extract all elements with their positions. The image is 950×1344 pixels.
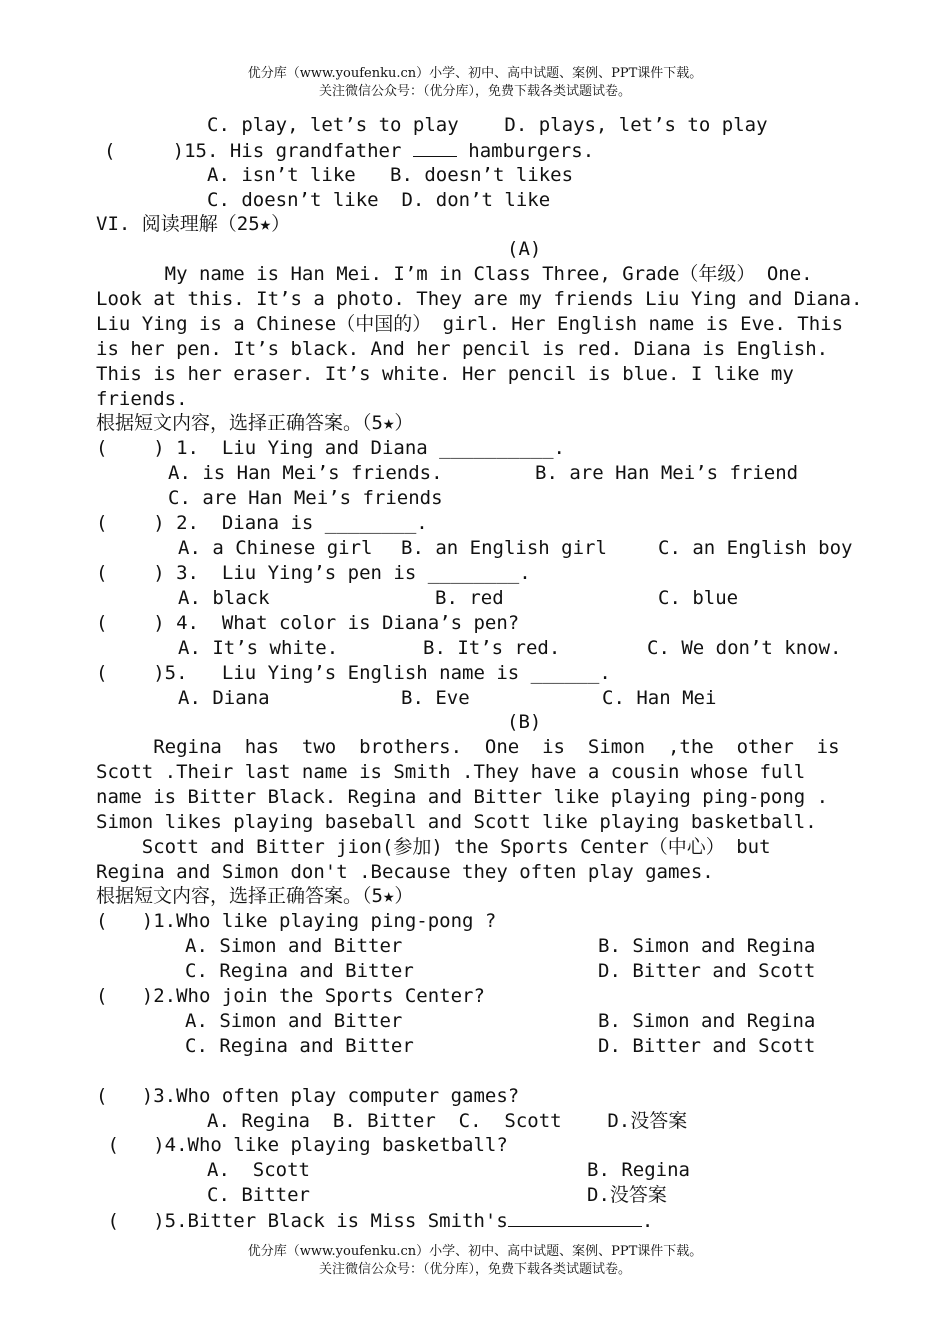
a-q1-option-a: A. is Han Mei’s friends. — [168, 462, 443, 484]
a-q2-option-b: B. an English girl — [401, 537, 607, 559]
header-line-2: 关注微信公众号：（优分库），免费下载各类试题试卷。 — [318, 84, 631, 99]
b-question-3: ( )3.Who often play computer games? — [96, 1085, 520, 1107]
a-q2-option-a: A. a Chinese girl — [178, 537, 373, 559]
b-q2-option-a: A. Simon and Bitter — [185, 1010, 403, 1032]
passage-b-line: Scott and Bitter jion(参加) the Sports Center（中心） but — [96, 836, 771, 858]
b-q4-option-c: C. Bitter — [207, 1184, 310, 1206]
b-question-5 — [96, 1208, 653, 1233]
a-question-5: ( )5. Liu Ying’s English name is ______. — [96, 662, 611, 684]
q15-text-end: hamburgers. — [456, 140, 595, 162]
a-question-3: ( ) 3. Liu Ying’s pen is ________. — [96, 562, 531, 584]
b-q4-option-b: B. Regina — [587, 1159, 690, 1181]
a-q4-option-a: A. It’s white. — [178, 637, 339, 659]
a-q3-option-c: C. blue — [658, 587, 739, 609]
a-q3-option-a: A. black — [178, 587, 270, 609]
b-q5-period: . — [641, 1210, 654, 1232]
passage-b-line: Regina and Simon don't .Because they often play games. — [96, 861, 714, 883]
b-question-1: ( )1.Who like playing ping-pong ? — [96, 910, 497, 932]
q15-blank — [413, 138, 457, 157]
b-q3-options: A. Regina B. Bitter C. Scott D.没答案 — [207, 1110, 688, 1132]
b-question-2: ( )2.Who join the Sports Center? — [96, 985, 485, 1007]
passage-b-line: Regina has two brothers. One is Simon ,the other is — [96, 736, 840, 758]
b-q5-blank — [508, 1208, 642, 1227]
b-q1-option-c: C. Regina and Bitter — [185, 960, 414, 982]
q14-options: C. play, let’s to play D. plays, let’s to play — [207, 114, 768, 136]
b-q4-option-d: D.没答案 — [587, 1184, 667, 1206]
a-q1-option-b: B. are Han Mei’s friend — [535, 462, 799, 484]
b-q1-option-b: B. Simon and Regina — [598, 935, 816, 957]
footer-line-1: 优分库（www.youfenku.cn）小学、初中、高中试题、案例、PPT课件下载。 — [247, 1244, 703, 1259]
b-q2-option-b: B. Simon and Regina — [598, 1010, 816, 1032]
q15-stem — [104, 138, 594, 163]
b-q4-option-a: A. Scott — [207, 1159, 310, 1181]
passage-a-line: friends. — [96, 388, 188, 410]
a-q1-option-c: C. are Han Mei’s friends — [168, 487, 443, 509]
b-q2-option-d: D. Bitter and Scott — [598, 1035, 816, 1057]
passage-a-instruction: 根据短文内容，选择正确答案。（5★） — [96, 412, 414, 434]
passage-a-line: Look at this. It’s a photo. They are my friends Liu Ying and Diana. — [96, 288, 863, 310]
a-q3-option-b: B. red — [435, 587, 504, 609]
passage-b-label: (B) — [507, 711, 542, 733]
q15-options-ab: A. isn’t like B. doesn’t likes — [207, 164, 574, 186]
passage-b-line: name is Bitter Black. Regina and Bitter like playing ping-pong . — [96, 786, 829, 808]
a-q4-option-b: B. It’s red. — [423, 637, 561, 659]
passage-a-line: This is her eraser. It’s white. Her pencil is blue. I like my — [96, 363, 794, 385]
passage-b-line: Simon likes playing baseball and Scott like playing basketball. — [96, 811, 817, 833]
q15-options-cd: C. doesn’t like D. don’t like — [207, 189, 551, 211]
footer-line-2: 关注微信公众号：（优分库），免费下载各类试题试卷。 — [318, 1262, 631, 1277]
passage-a-line: My name is Han Mei. I’m in Class Three, Grade（年级） One. — [96, 263, 813, 285]
section-6-title: VI. 阅读理解（25★） — [96, 213, 291, 235]
a-q4-option-c: C. We don’t know. — [647, 637, 842, 659]
a-question-1: ( ) 1. Liu Ying and Diana __________. — [96, 437, 565, 459]
b-q1-option-d: D. Bitter and Scott — [598, 960, 816, 982]
a-q5-option-c: C. Han Mei — [602, 687, 717, 709]
b-q1-option-a: A. Simon and Bitter — [185, 935, 403, 957]
passage-a-line: Liu Ying is a Chinese（中国的） girl. Her English name is Eve. This — [96, 313, 844, 335]
b-question-4: ( )4.Who like playing basketball? — [96, 1134, 508, 1156]
q15-answer-paren: ( ) — [104, 140, 185, 162]
a-q5-option-b: B. Eve — [401, 687, 470, 709]
passage-b-line: Scott .Their last name is Smith .They have a cousin whose full — [96, 761, 806, 783]
passage-a-label: (A) — [507, 238, 542, 260]
a-question-2: ( ) 2. Diana is ________. — [96, 512, 428, 534]
b-q2-option-c: C. Regina and Bitter — [185, 1035, 414, 1057]
b-q5-text: ( )5.Bitter Black is Miss Smith's — [96, 1210, 508, 1232]
passage-b-instruction: 根据短文内容，选择正确答案。（5★） — [96, 885, 414, 907]
q15-text: 15. His grandfather — [184, 140, 413, 162]
header-line-1: 优分库（www.youfenku.cn）小学、初中、高中试题、案例、PPT课件下载。 — [247, 66, 703, 81]
a-question-4: ( ) 4. What color is Diana’s pen? — [96, 612, 520, 634]
a-q5-option-a: A. Diana — [178, 687, 270, 709]
a-q2-option-c: C. an English boy — [658, 537, 853, 559]
passage-a-line: is her pen. It’s black. And her pencil is red. Diana is English. — [96, 338, 829, 360]
